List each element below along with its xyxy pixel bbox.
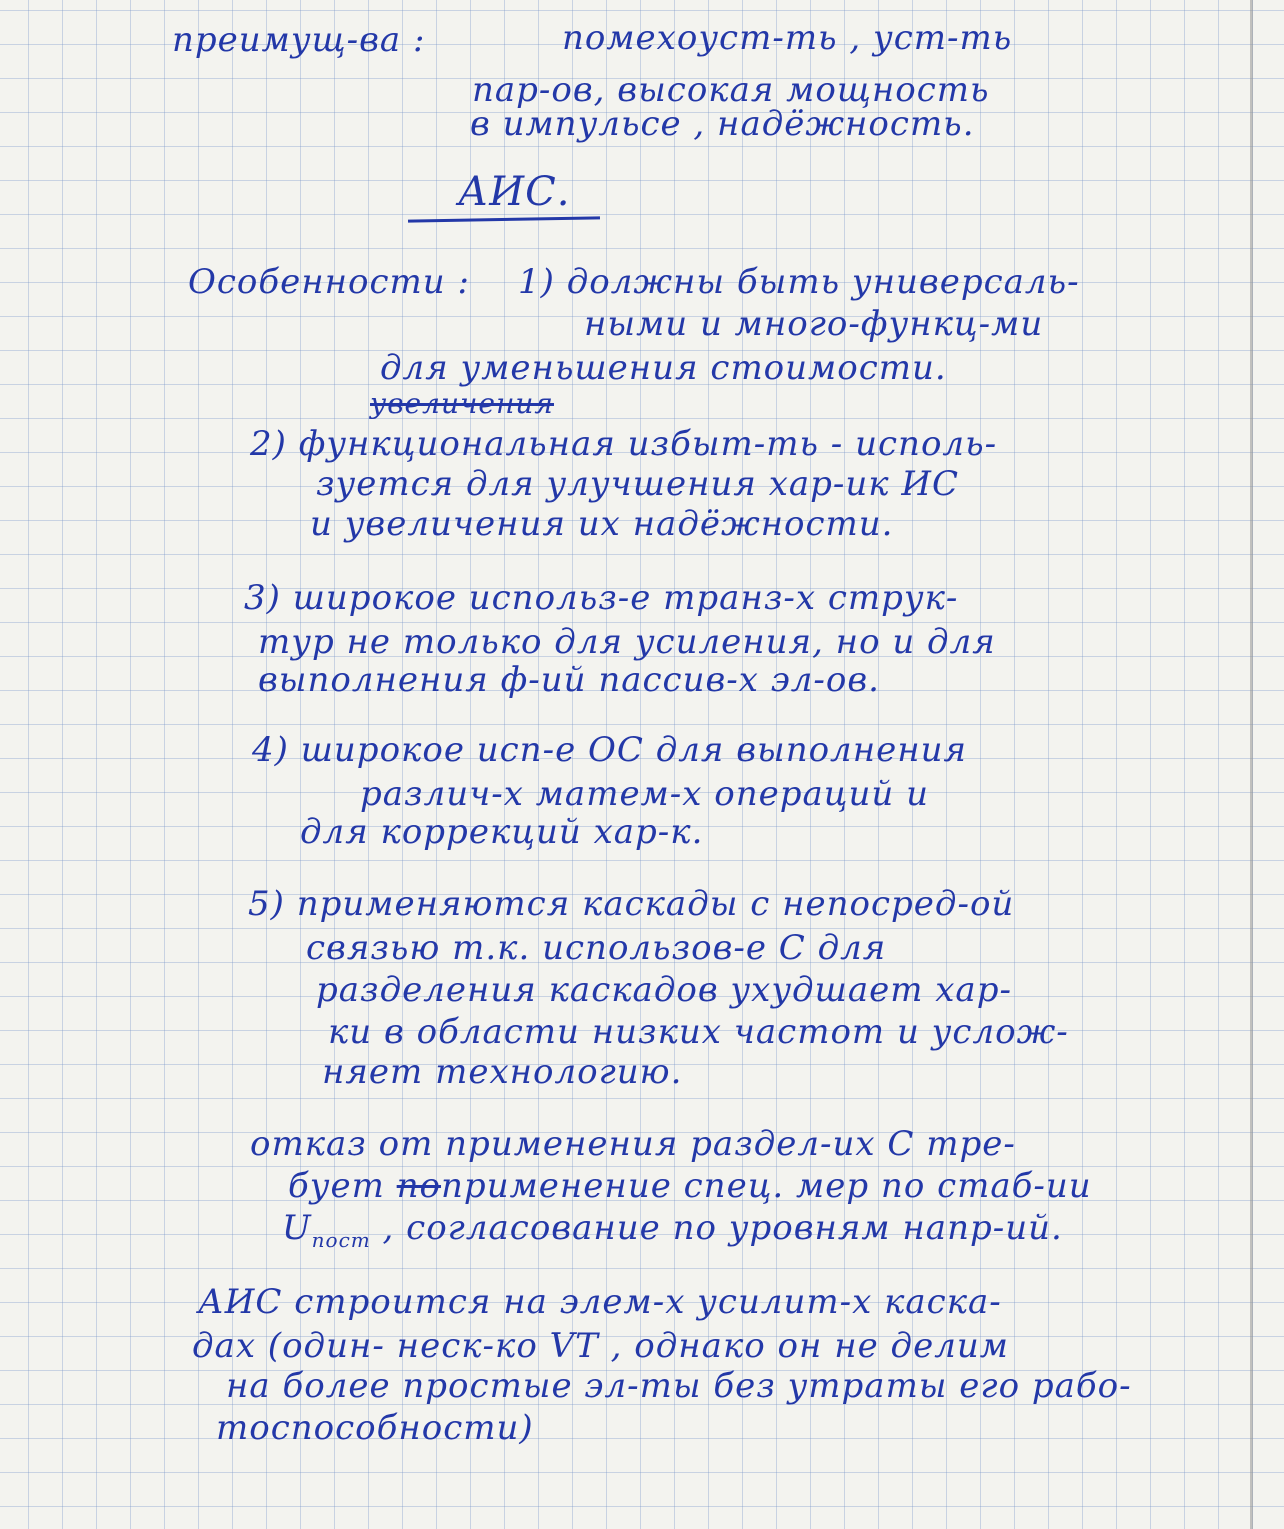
section-title: АИС. bbox=[458, 169, 571, 215]
feature-5-line-1: 5) применяются каскады с непосред-ой bbox=[248, 884, 1015, 924]
closing-line-4: тоспособности) bbox=[216, 1408, 534, 1448]
feature-1-line-1: 1) должны быть универсаль- bbox=[518, 262, 1080, 302]
feature-2-line-2: зуется для улучшения хар-ик ИС bbox=[316, 464, 960, 504]
closing-line-3: на более простые эл-ты без утраты его рабо- bbox=[226, 1366, 1132, 1406]
refusal-line-2-end: применение спец. мер по стаб-ии bbox=[441, 1166, 1092, 1206]
feature-3-line-1: 3) широкое использ-е транз-х струк- bbox=[244, 578, 959, 618]
feature-5-line-5: няет технологию. bbox=[322, 1052, 683, 1092]
feature-2-line-3: и увеличения их надёжности. bbox=[310, 504, 894, 544]
refusal-line-2-struck: по bbox=[396, 1166, 442, 1206]
refusal-line-3 bbox=[282, 1208, 1063, 1260]
feature-3-line-2: тур не только для усиления, но и для bbox=[258, 622, 996, 662]
title-underline bbox=[408, 216, 600, 222]
features-label: Особенности : bbox=[188, 262, 470, 302]
feature-5-line-4: ки в области низких частот и услож- bbox=[328, 1012, 1069, 1052]
advantages-line-1: помехоуст-ть , уст-ть bbox=[562, 18, 1013, 58]
feature-2-line-1: 2) функциональная избыт-ть - исполь- bbox=[250, 424, 998, 464]
feature-3-line-3: выполнения ф-ий пассив-х эл-ов. bbox=[258, 660, 880, 700]
feature-4-line-3: для коррекций хар-к. bbox=[300, 812, 704, 852]
refusal-line-1: отказ от применения раздел-их С тре- bbox=[250, 1124, 1016, 1164]
notebook-margin-line bbox=[1250, 0, 1253, 1529]
feature-5-line-2: связью т.к. использов-е С для bbox=[306, 928, 887, 968]
refusal-line-2-start: бует bbox=[288, 1166, 397, 1206]
advantages-label: преимущ-ва : bbox=[172, 20, 426, 60]
closing-line-2: дах (один- неск-ко VT , однако он не делим bbox=[192, 1326, 1009, 1366]
voltage-symbol: U bbox=[282, 1208, 312, 1248]
feature-1-line-2: ными и много-функц-ми bbox=[584, 304, 1044, 344]
closing-line-1: АИС строится на элем-х усилит-х каска- bbox=[198, 1282, 1002, 1322]
advantages-line-2: пар-ов, высокая мощность bbox=[472, 70, 990, 110]
voltage-subscript: пост bbox=[311, 1228, 371, 1252]
refusal-line-2 bbox=[288, 1166, 1092, 1206]
feature-1-line-3: для уменьшения стоимости. bbox=[380, 348, 947, 388]
feature-1-struck-word: увеличения bbox=[370, 387, 554, 420]
feature-4-line-2: различ-х матем-х операций и bbox=[360, 774, 929, 814]
feature-4-line-1: 4) широкое исп-е ОС для выполнения bbox=[252, 730, 968, 770]
refusal-line-3-rest: , согласование по уровням напр-ий. bbox=[370, 1208, 1063, 1248]
advantages-line-3: в импульсе , надёжность. bbox=[470, 104, 975, 144]
feature-5-line-3: разделения каскадов ухудшает хар- bbox=[316, 970, 1012, 1010]
